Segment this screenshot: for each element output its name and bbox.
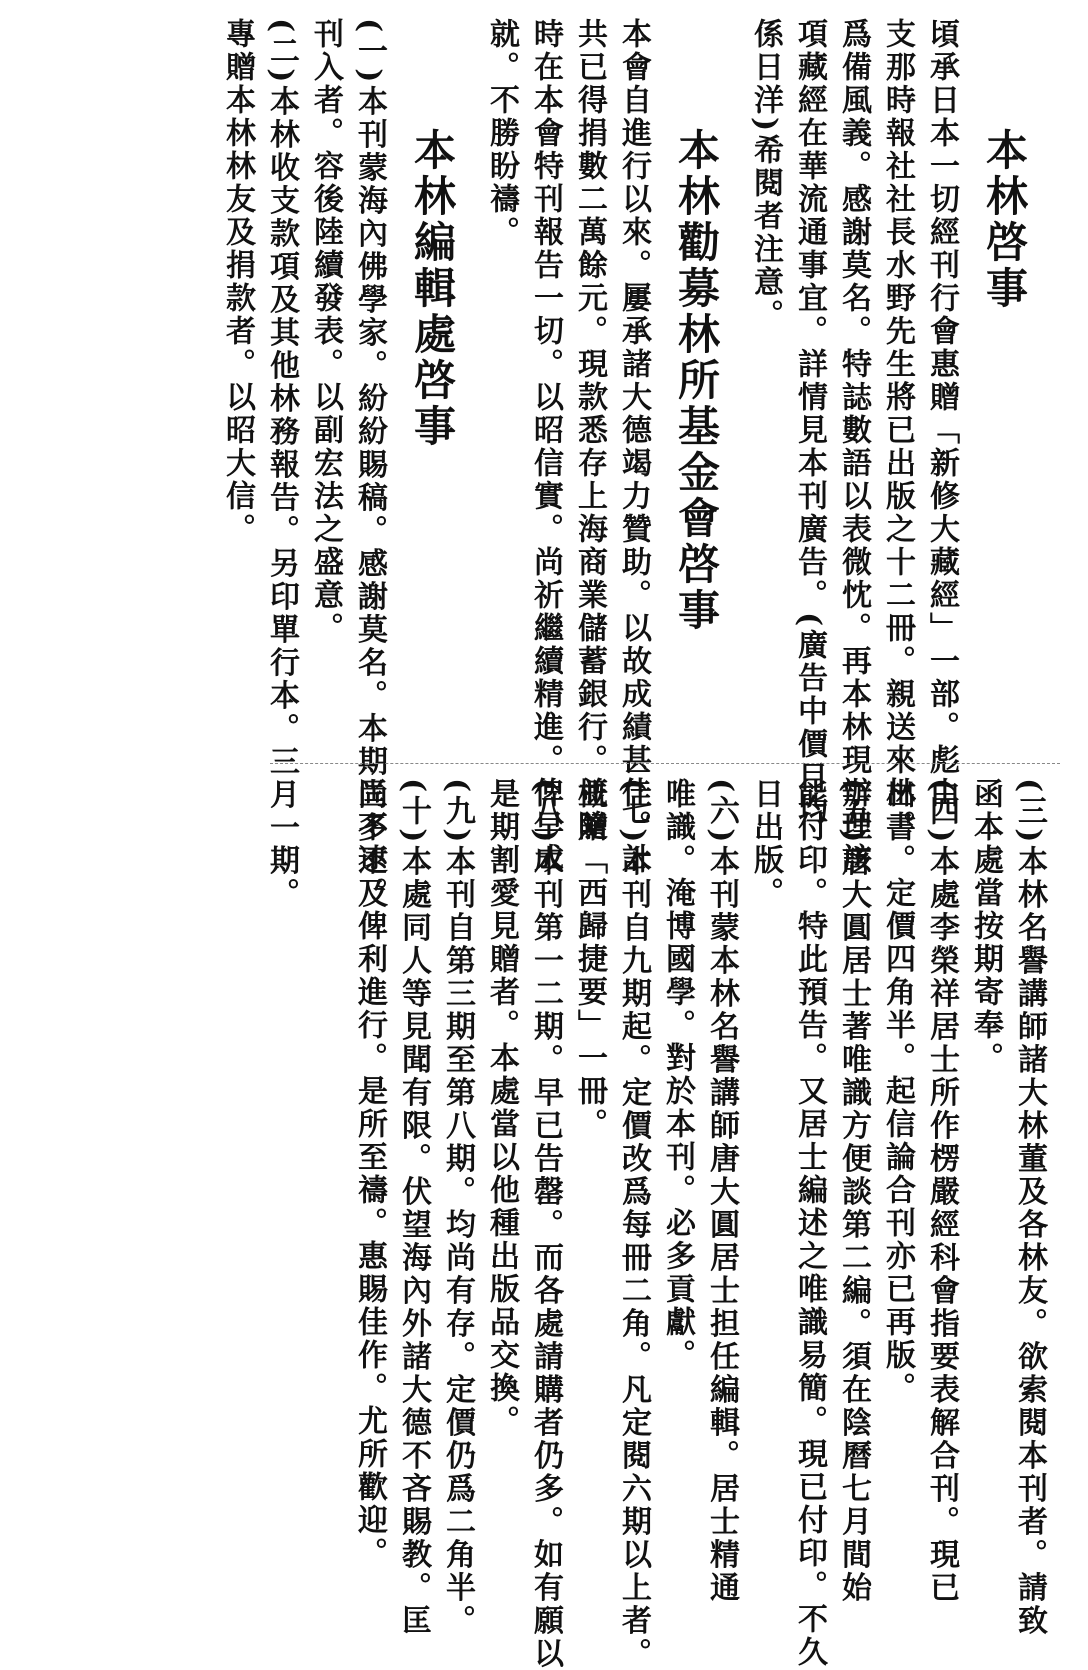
text-column: 概贈「西歸捷要」一冊。 xyxy=(572,778,607,1141)
text-column: 支那時報社社長水野先生將已出版之十二冊。親送來林。 xyxy=(880,18,915,843)
text-column: 刊入者。容後陸續發表。以副宏法之盛意。 xyxy=(308,18,343,645)
text-column: 日出版。 xyxy=(748,778,783,910)
text-column: 是期割愛見贈者。本處當以他種出版品交換。 xyxy=(484,778,519,1438)
text-column: 唯識。淹博國學。對於本刊。必多貢獻。 xyxy=(660,778,695,1372)
text-column: (一)本刊蒙海內佛學家。紛紛賜稿。感謝莫名。本期尚多不及 xyxy=(352,18,387,911)
text-column: (八)本刊第一二期。早已告罄。而各處請購者仍多。如有願以 xyxy=(528,778,563,1670)
text-column: (五)唐大圓居士著唯識方便談第二編。須在陰曆七月間始 xyxy=(836,778,871,1605)
text-column: 專贈本林林友及捐款者。以昭大信。 xyxy=(220,18,255,546)
text-column: (十)本處同人等見聞有限。伏望海內外諸大德不吝賜教。匡 xyxy=(396,778,431,1638)
text-column: 項藏經在華流通事宜。詳情見本刊廣告。(廣告中價目均 xyxy=(792,18,827,828)
text-column: 出書。定價四角半。起信論合刊亦已再版。 xyxy=(880,778,915,1405)
text-column: 共已得捐數二萬餘元。現款悉存上海商業儲蓄銀行。並隨 xyxy=(572,18,607,843)
section-divider xyxy=(270,763,1060,764)
notice-heading: 本林編輯處啓事 xyxy=(408,128,457,450)
text-column: (二)本林收支款項及其他林務報告。另印單行本。三月一期。 xyxy=(264,18,299,911)
text-column: (六)本刊蒙本林名譽講師唐大圓居士担任編輯。居士精通 xyxy=(704,778,739,1605)
notice-heading: 本林啓事 xyxy=(980,128,1029,312)
text-column: 能付印。特此預告。又居士編述之唯識易簡。現已付印。不久 xyxy=(792,778,827,1669)
text-column: (七)本刊自九期起。定價改爲每冊二角。凡定閱六期以上者。 xyxy=(616,778,651,1670)
text-column: 本會自進行以來。屢承諸大德竭力贊助。以故成績甚佳。計 xyxy=(616,18,651,876)
notice-heading: 本林勸募林所基金會啓事 xyxy=(672,128,721,634)
text-column: (四)本處李榮祥居士所作楞嚴經科會指要表解合刊。現已 xyxy=(924,778,959,1605)
text-column: 爲備風義。感謝莫名。特誌數語以表微忱。再本林現辦理該 xyxy=(836,18,871,876)
text-column: 係日洋)希閱者注意。 xyxy=(748,18,783,333)
text-column: 頃承日本一切經刊行會惠贈「新修大藏經」一部。彪由 xyxy=(924,18,959,810)
text-column: (三)本林名譽講師諸大林董及各林友。欲索閱本刊者。請致 xyxy=(1012,778,1047,1638)
text-column: (九)本刊自第三期至第八期。均尚有存。定價仍爲二角半。 xyxy=(440,778,475,1638)
text-column: 就。不勝盼禱。 xyxy=(484,18,519,249)
text-column: 函本處當按期寄奉。 xyxy=(968,778,1003,1075)
text-column: 時在本會特刊報告一切。以昭信實。尚祈繼續精進。俾早成 xyxy=(528,18,563,876)
text-column: 匡不逮。俾利進行。是所至禱。惠賜佳作。尤所歡迎。 xyxy=(352,778,387,1570)
bottom-section xyxy=(40,778,1048,1670)
